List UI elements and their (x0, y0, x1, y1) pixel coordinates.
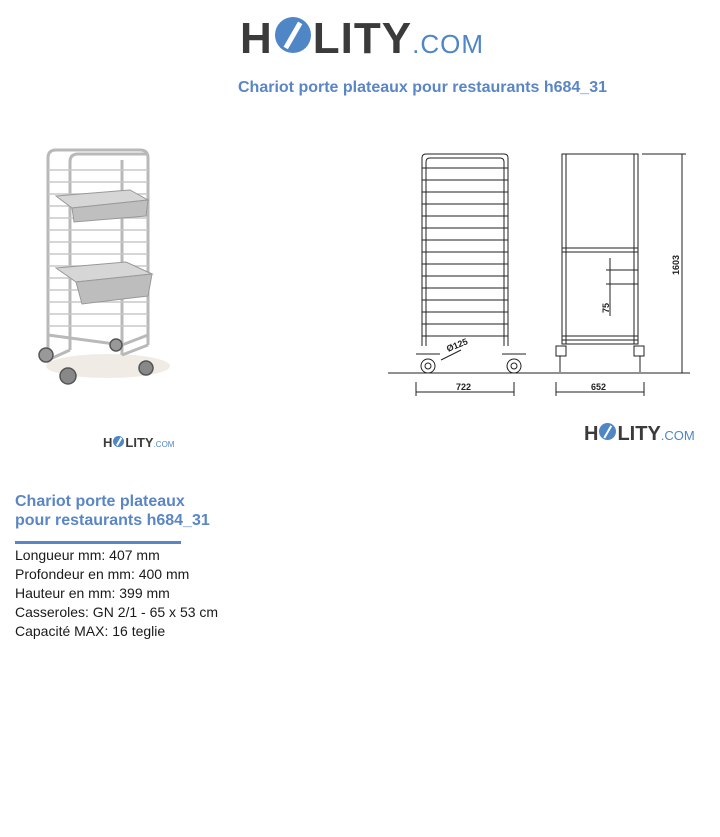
logo-letters: LITY (125, 435, 154, 450)
holity-logo[interactable] (240, 14, 484, 64)
logo-letters: LITY (617, 423, 661, 445)
title-underline (15, 541, 181, 544)
product-photo (30, 140, 180, 400)
spec-list (15, 546, 218, 641)
spec-length: Longueur mm: 407 mm (15, 547, 160, 563)
logo-suffix: .COM (153, 440, 175, 449)
holity-logo-small-right (584, 423, 695, 446)
logo-o-icon (275, 17, 311, 53)
dim-width: 722 (456, 382, 472, 392)
dim-shelf-spacing: 75 (601, 302, 611, 313)
spec-capacity: Capacité MAX: 16 teglie (15, 623, 166, 639)
logo-suffix: .COM (412, 29, 484, 59)
dim-wheel: Ø125 (445, 336, 470, 354)
logo-letter: H (584, 423, 599, 445)
dim-depth: 652 (591, 382, 607, 392)
logo-o-icon (113, 436, 124, 447)
page-title: Chariot porte plateaux pour restaurants h684_31 (238, 79, 607, 96)
product-title (15, 492, 210, 530)
dim-height: 1603 (671, 254, 681, 275)
product-title-line1: Chariot porte plateaux (15, 493, 185, 510)
logo-letters: LITY (312, 14, 413, 63)
holity-logo-small-left (103, 435, 174, 450)
logo-letter: H (240, 14, 273, 63)
product-title-line2: pour restaurants h684_31 (15, 512, 210, 529)
spec-depth: Profondeur en mm: 400 mm (15, 566, 190, 582)
spec-pans: Casseroles: GN 2/1 - 65 x 53 cm (15, 604, 219, 620)
spec-height: Hauteur en mm: 399 mm (15, 585, 170, 601)
technical-drawing (386, 140, 690, 405)
logo-o-icon (599, 423, 616, 440)
logo-suffix: .COM (660, 428, 695, 443)
logo-letter: H (103, 435, 113, 450)
